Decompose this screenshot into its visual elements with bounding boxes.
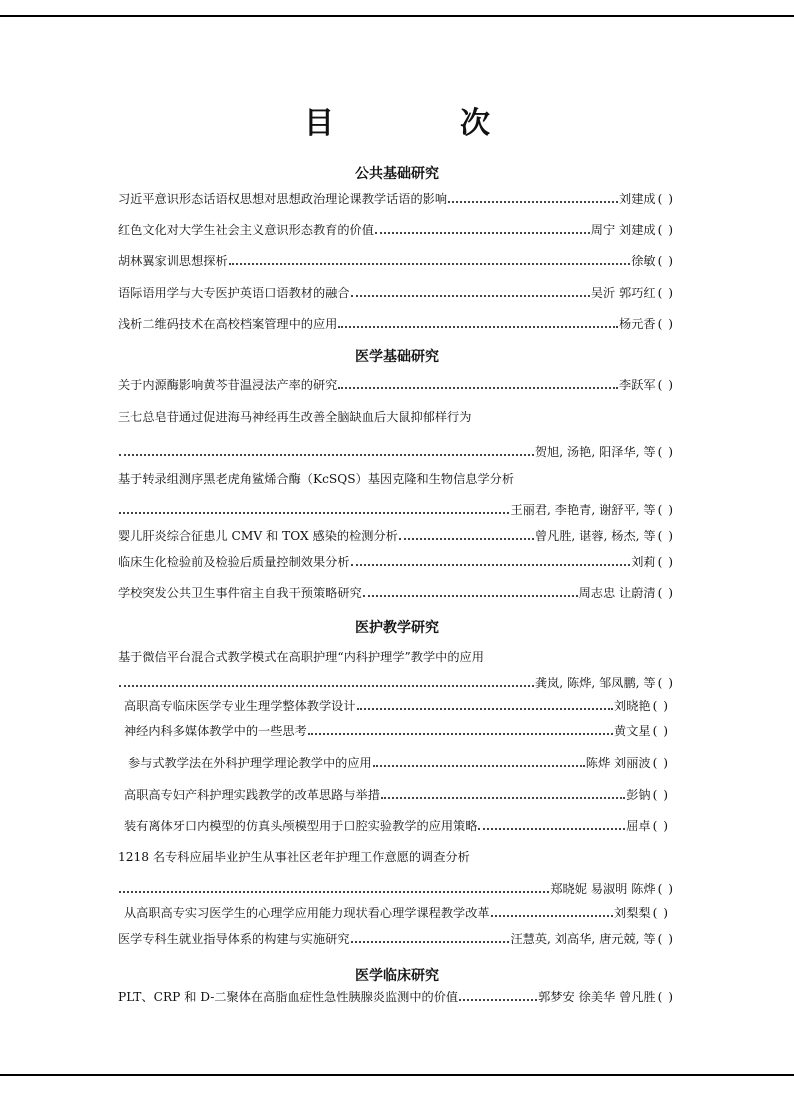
entry-authors: 刘晓艳	[614, 699, 651, 713]
toc-entry[interactable]	[118, 190, 674, 210]
entry-authors: 曾凡胜, 谌蓉, 杨杰, 等	[534, 529, 656, 543]
dot-leader	[229, 254, 631, 265]
entry-title: 红色文化对大学生社会主义意识形态教育的价值	[118, 223, 374, 237]
entry-authors: 屈卓	[626, 819, 651, 833]
entry-title: 学校突发公共卫生事件宿主自我干预策略研究	[118, 586, 362, 600]
toc-entry[interactable]	[118, 880, 674, 900]
dot-leader	[373, 756, 585, 767]
toc-entry[interactable]	[124, 817, 669, 837]
entry-authors: 杨元香	[619, 317, 656, 331]
entry-authors: 刘建成	[619, 192, 656, 206]
page-number: ( )	[657, 286, 674, 300]
toc-entry[interactable]	[118, 501, 674, 521]
toc-entry[interactable]	[128, 754, 669, 774]
page-number: ( )	[657, 378, 674, 392]
entry-title: 胡林翼家训思想探析	[118, 254, 228, 268]
entry-authors: 黄文星	[614, 724, 651, 738]
toc-entry[interactable]	[118, 527, 674, 547]
dot-leader	[363, 586, 578, 597]
entry-authors: 李跃军	[619, 378, 656, 392]
toc-entry[interactable]	[118, 315, 674, 335]
page-number: ( )	[657, 555, 674, 569]
entry-title: 关于内源酶影响黄芩苷温浸法产率的研究	[118, 378, 338, 392]
dot-leader	[308, 724, 613, 735]
entry-title-line[interactable]: 1218 名专科应届毕业护生从事社区老年护理工作意愿的调查分析	[118, 850, 470, 864]
dot-leader	[375, 223, 590, 234]
page-number: ( )	[657, 932, 674, 946]
page-number: ( )	[652, 819, 669, 833]
page-number: ( )	[657, 192, 674, 206]
section-heading-clinical: 医学临床研究	[355, 968, 439, 984]
entry-authors: 郑晓妮 易淑明 陈烨	[550, 882, 656, 896]
entry-title: 浅析二维码技术在高校档案管理中的应用	[118, 317, 338, 331]
entry-title-line[interactable]: 三七总皂苷通过促进海马神经再生改善全脑缺血后大鼠抑郁样行为	[118, 410, 472, 424]
entry-authors: 王丽君, 李艳青, 谢舒平, 等	[510, 503, 656, 517]
dot-leader	[459, 990, 537, 1001]
toc-entry[interactable]	[124, 697, 669, 717]
entry-authors: 彭钠	[626, 788, 651, 802]
entry-title: 神经内科多媒体教学中的一些思考	[124, 724, 307, 738]
page-number: ( )	[657, 223, 674, 237]
page-number: ( )	[657, 586, 674, 600]
dot-leader	[478, 819, 625, 830]
page-number: ( )	[652, 724, 669, 738]
section-heading-public-basics: 公共基础研究	[355, 166, 439, 182]
top-rule	[0, 15, 794, 17]
toc-entry[interactable]	[124, 722, 669, 742]
toc-entry[interactable]	[118, 988, 674, 1008]
page-number: ( )	[657, 676, 674, 690]
entry-title: 临床生化检验前及检验后质量控制效果分析	[118, 555, 350, 569]
page-title: 目 次	[304, 106, 538, 141]
entry-authors: 陈烨 刘丽波	[585, 756, 651, 770]
dot-leader	[338, 317, 618, 328]
toc-entry[interactable]	[118, 252, 674, 272]
section-heading-nursing-teaching: 医护教学研究	[355, 620, 439, 636]
entry-authors: 刘莉	[631, 555, 656, 569]
toc-entry[interactable]	[118, 553, 674, 573]
entry-authors: 周宁 刘建成	[590, 223, 656, 237]
toc-entry[interactable]	[118, 674, 674, 694]
entry-title: 高职高专妇产科护理实践教学的改革思路与举措	[124, 788, 380, 802]
entry-title: 高职高专临床医学专业生理学整体教学设计	[124, 699, 356, 713]
entry-title: 婴儿肝炎综合征患儿 CMV 和 TOX 感染的检测分析	[118, 529, 398, 543]
page-number: ( )	[657, 529, 674, 543]
entry-authors: 龚岚, 陈烨, 邹凤鹏, 等	[534, 676, 656, 690]
page-number: ( )	[652, 788, 669, 802]
entry-title: 医学专科生就业指导体系的构建与实施研究	[118, 932, 350, 946]
page-number: ( )	[652, 756, 669, 770]
entry-authors: 吴沂 郭巧红	[590, 286, 656, 300]
page-number: ( )	[657, 317, 674, 331]
dot-leader	[491, 906, 613, 917]
toc-entry[interactable]	[118, 376, 674, 396]
entry-title: 参与式教学法在外科护理学理论教学中的应用	[128, 756, 372, 770]
toc-entry[interactable]	[118, 584, 674, 604]
page-number: ( )	[657, 882, 674, 896]
entry-title: PLT、CRP 和 D-二聚体在高脂血症性急性胰腺炎监测中的价值	[118, 990, 459, 1004]
dot-leader	[448, 192, 618, 203]
dot-leader	[119, 676, 534, 687]
page-number: ( )	[652, 699, 669, 713]
bottom-rule	[0, 1074, 794, 1076]
entry-title-line[interactable]: 基于微信平台混合式教学模式在高职护理“内科护理学”教学中的应用	[118, 650, 484, 664]
toc-entry[interactable]	[124, 904, 669, 924]
entry-title-line[interactable]: 基于转录组测序黑老虎角鲨烯合酶（KcSQS）基因克隆和生物信息学分析	[118, 472, 515, 486]
page-number: ( )	[657, 503, 674, 517]
dot-leader	[381, 788, 625, 799]
dot-leader	[119, 445, 534, 456]
dot-leader	[119, 882, 549, 893]
entry-authors: 郭梦安 徐美华 曾凡胜	[538, 990, 656, 1004]
entry-authors: 贺旭, 汤艳, 阳泽华, 等	[534, 445, 656, 459]
toc-entry[interactable]	[118, 930, 674, 950]
entry-title: 从高职高专实习医学生的心理学应用能力现状看心理学课程教学改革	[124, 906, 490, 920]
dot-leader	[357, 699, 613, 710]
entry-authors: 徐敏	[631, 254, 656, 268]
dot-leader	[351, 932, 510, 943]
entry-authors: 汪慧英, 刘高华, 唐元兢, 等	[510, 932, 656, 946]
section-heading-medical-basics: 医学基础研究	[355, 349, 439, 365]
dot-leader	[119, 503, 509, 514]
entry-authors: 周志忠 让蔚清	[578, 586, 656, 600]
entry-authors: 刘梨梨	[614, 906, 651, 920]
dot-leader	[338, 378, 618, 389]
entry-title: 装有离体牙口内模型的仿真头颅模型用于口腔实验教学的应用策略	[124, 819, 478, 833]
page-number: ( )	[652, 906, 669, 920]
page-number: ( )	[657, 445, 674, 459]
toc-entry[interactable]	[118, 221, 674, 241]
page-number: ( )	[657, 254, 674, 268]
toc-entry[interactable]	[118, 443, 674, 463]
toc-entry[interactable]	[124, 786, 669, 806]
page-number: ( )	[657, 990, 674, 1004]
dot-leader	[351, 555, 631, 566]
entry-title: 语际语用学与大专医护英语口语教材的融合	[118, 286, 350, 300]
dot-leader	[351, 286, 590, 297]
dot-leader	[399, 529, 534, 540]
toc-entry[interactable]	[118, 284, 674, 304]
entry-title: 习近平意识形态话语权思想对思想政治理论课教学话语的影响	[118, 192, 448, 206]
